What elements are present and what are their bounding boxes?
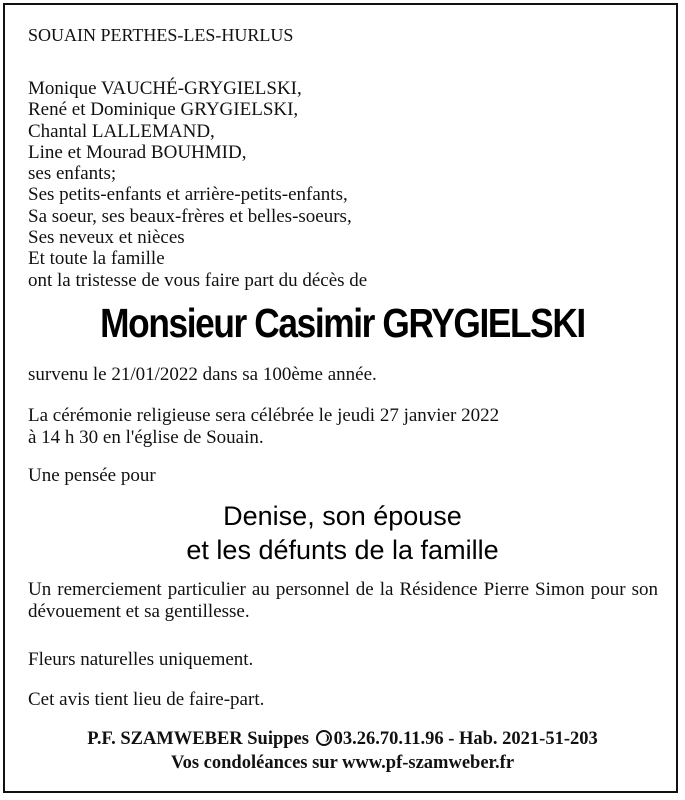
company-name: P.F. SZAMWEBER Suippes <box>87 729 309 749</box>
ceremony-line-1: La cérémonie religieuse sera célébrée le jeudi 27 janvier 2022 <box>28 405 500 426</box>
location-heading: SOUAIN PERTHES-LES-HURLUS <box>28 25 294 45</box>
family-line: René et Dominique GRYGIELSKI, <box>28 99 299 121</box>
phone-and-license: 03.26.70.11.96 - Hab. 2021-51-203 <box>333 729 598 749</box>
notice-note: Cet avis tient lieu de faire-part. <box>28 689 265 710</box>
family-line: ont la tristesse de vous faire part du décès de <box>28 269 368 291</box>
family-line: ses enfants; <box>28 163 117 185</box>
family-list <box>28 78 367 291</box>
family-line: Sa soeur, ses beaux-frères et belles-soeurs, <box>28 205 352 227</box>
footer-company-line <box>0 729 685 750</box>
family-line: Chantal LALLEMAND, <box>28 120 215 142</box>
family-line: Line et Mourad BOUHMID, <box>28 141 247 163</box>
phone-icon <box>316 730 332 746</box>
family-line: Monique VAUCHÉ-GRYGIELSKI, <box>28 78 302 99</box>
death-info: survenu le 21/01/2022 dans sa 100ème année. <box>28 364 377 385</box>
ceremony-line-2: à 14 h 30 en l'église de Souain. <box>28 427 264 448</box>
thought-line-1: Denise, son épouse <box>223 501 462 531</box>
family-line: Ses petits-enfants et arrière-petits-enfants, <box>28 184 348 206</box>
family-line: Et toute la famille <box>28 248 165 270</box>
family-line: Ses neveux et nièces <box>28 227 185 249</box>
deceased-name: Monsieur Casimir GRYGIELSKI <box>100 300 585 346</box>
thought-line-2: et les défunts de la famille <box>186 535 499 565</box>
footer-condolences: Vos condoléances sur www.pf-szamweber.fr <box>170 753 515 773</box>
flowers-note: Fleurs naturelles uniquement. <box>28 649 254 670</box>
thanks-paragraph: Un remerciement particulier au personnel de la Résidence Pierre Simon pour son dévouement et sa gentillesse. <box>28 579 658 622</box>
thought-intro: Une pensée pour <box>28 465 156 486</box>
